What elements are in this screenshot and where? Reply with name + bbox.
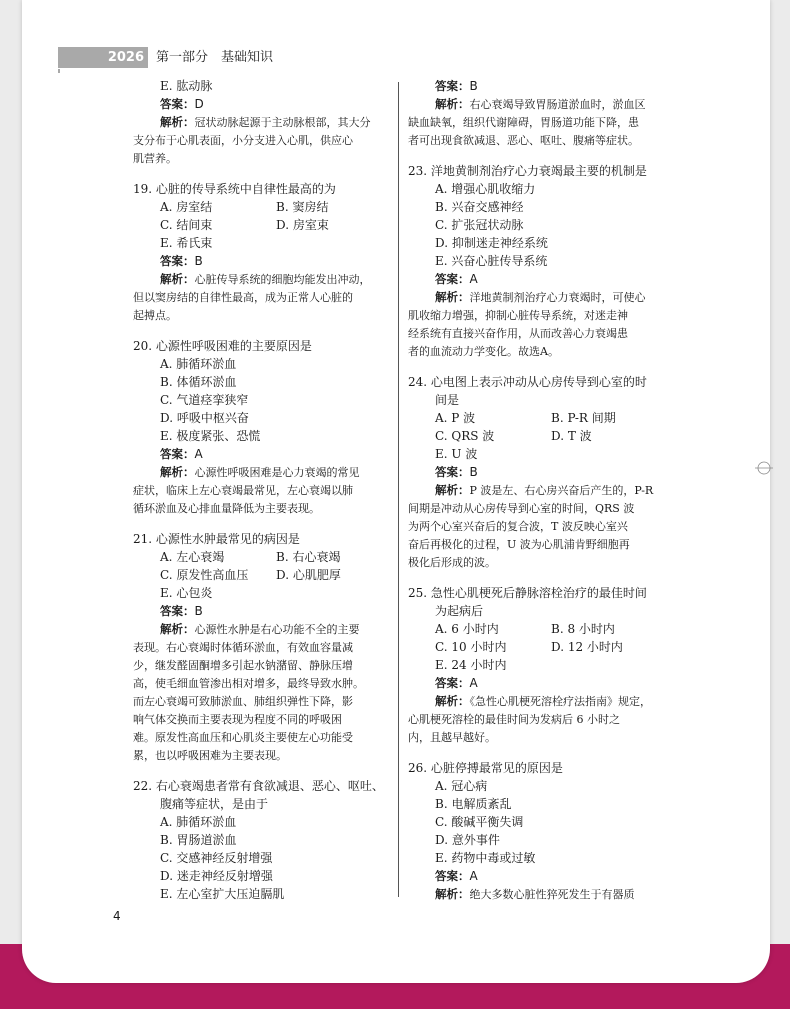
explanation-text: 洋地黄制剂治疗心力衰竭时，可使心 <box>469 291 646 304</box>
explanation-text: 而左心衰竭可致肺淤血、肺组织弹性下降，影 <box>133 695 353 708</box>
explanation-line <box>408 481 668 500</box>
answer-value: B <box>469 465 478 479</box>
answer-value: A <box>469 676 478 690</box>
answer-option: B. 兴奋交感神经 <box>435 200 524 214</box>
question-q25 <box>408 584 668 747</box>
answer-option-row <box>408 620 668 638</box>
explanation-line <box>133 657 365 675</box>
explanation-text: 表现。右心衰竭时体循环淤血，有效血容量减 <box>133 641 353 654</box>
explanation-text: 少，继发醛固酮增多引起水钠潴留、静脉压增 <box>133 659 353 672</box>
question-gap <box>408 572 668 584</box>
explanation-text: 心源性呼吸困难是心力衰竭的常见 <box>194 466 360 479</box>
answer-option: A. P 波 <box>435 411 476 425</box>
answer-option-row <box>408 427 668 445</box>
explanation-line <box>133 150 365 168</box>
question-q21 <box>133 530 365 765</box>
answer-option: C. 交感神经反射增强 <box>160 851 273 865</box>
answer-option: D. 12 小时内 <box>551 640 623 654</box>
answer-option: D. 迷走神经反射增强 <box>160 869 273 883</box>
explanation-label: 解析： <box>160 622 195 636</box>
question-stem: 为起病后 <box>435 604 484 618</box>
explanation-line <box>408 729 668 747</box>
question-gap <box>133 518 365 530</box>
explanation-line <box>408 307 668 325</box>
answer-line <box>133 95 365 113</box>
answer-option: C. 酸碱平衡失调 <box>435 815 524 829</box>
explanation-text: 心脏传导系统的细胞均能发出冲动， <box>194 273 371 286</box>
answer-label: 答案： <box>435 465 470 479</box>
answer-option: C. 10 小时内 <box>435 640 507 654</box>
year-tab: 2026 <box>58 47 148 68</box>
explanation-text: P 波是左、右心房兴奋后产生的，P-R <box>469 484 654 497</box>
explanation-label: 解析： <box>435 694 470 708</box>
explanation-text: 内，且越早越好。 <box>408 731 496 744</box>
answer-option: A. 左心衰竭 <box>160 550 225 564</box>
answer-line <box>133 445 365 463</box>
answer-option: D. 心肌肥厚 <box>276 568 341 582</box>
right-column <box>408 77 668 904</box>
answer-option: B. 体循环淤血 <box>160 375 237 389</box>
question-gap <box>133 765 365 777</box>
explanation-text: 冠状动脉起源于主动脉根部，其大分 <box>194 116 371 129</box>
answer-line <box>133 602 365 620</box>
answer-option: B. 电解质紊乱 <box>435 797 512 811</box>
explanation-text: 起搏点。 <box>133 309 177 322</box>
question-stem: 19. 心脏的传导系统中自律性最高的为 <box>133 182 336 196</box>
answer-option: C. 气道痉挛狭窄 <box>160 393 249 407</box>
answer-label: 答案： <box>160 254 195 268</box>
answer-value: A <box>469 869 478 883</box>
section-title: 第一部分 基础知识 <box>156 50 274 65</box>
answer-value: A <box>194 447 203 461</box>
answer-option: B. 胃肠道淤血 <box>160 833 237 847</box>
answer-value: B <box>194 604 203 618</box>
explanation-label: 解析： <box>435 483 470 497</box>
answer-value: A <box>469 272 478 286</box>
explanation-label: 解析： <box>435 97 470 111</box>
explanation-line <box>133 132 365 150</box>
answer-option: B. 8 小时内 <box>551 622 615 636</box>
explanation-line <box>133 711 365 729</box>
page-number: 4 <box>113 909 121 923</box>
explanation-text: 响气体交换而主要表现为程度不同的呼吸困 <box>133 713 342 726</box>
explanation-line <box>133 482 365 500</box>
answer-option: B. P-R 间期 <box>551 411 616 425</box>
explanation-line <box>133 463 365 482</box>
year-tab-tick <box>58 69 60 73</box>
answer-option-row <box>133 216 365 234</box>
explanation-text: 极化后形成的波。 <box>408 556 496 569</box>
answer-option-row <box>133 198 365 216</box>
question-gap <box>133 325 365 337</box>
explanation-label: 解析： <box>435 887 470 901</box>
answer-option: E. 兴奋心脏传导系统 <box>435 254 548 268</box>
explanation-line <box>133 500 365 518</box>
answer-option: D. T 波 <box>551 429 592 443</box>
question-stem: 间是 <box>435 393 460 407</box>
question-pre <box>408 77 668 150</box>
explanation-text: 肌收缩力增强，抑制心脏传导系统，对迷走神 <box>408 309 628 322</box>
answer-option: D. 呼吸中枢兴奋 <box>160 411 249 425</box>
answer-option-row <box>408 638 668 656</box>
question-stem: 22. 右心衰竭患者常有食欲减退、恶心、呕吐、 <box>133 779 384 793</box>
answer-option: D. 意外事件 <box>435 833 500 847</box>
explanation-text: 绝大多数心脏性猝死发生于有器质 <box>469 888 635 901</box>
explanation-line <box>408 95 668 114</box>
question-q19 <box>133 180 371 325</box>
explanation-line <box>408 500 668 518</box>
question-pre <box>133 77 371 168</box>
answer-label: 答案： <box>160 604 195 618</box>
answer-option: E. 药物中毒或过敏 <box>435 851 536 865</box>
explanation-text: 者的血流动力学变化。故选A。 <box>408 345 559 358</box>
explanation-text: 者可出现食欲减退、恶心、呕吐、腹痛等症状。 <box>408 134 639 147</box>
answer-label: 答案： <box>160 447 195 461</box>
question-q23 <box>408 162 668 361</box>
explanation-line <box>408 325 668 343</box>
column-divider <box>398 82 399 897</box>
explanation-text: 高，使毛细血管渗出相对增多，最终导致水肿。 <box>133 677 364 690</box>
explanation-line <box>408 518 668 536</box>
explanation-line <box>408 885 668 904</box>
answer-option: A. 6 小时内 <box>435 622 499 636</box>
explanation-text: 但以窦房结的自律性最高，成为正常人心脏的 <box>133 291 353 304</box>
answer-label: 答案： <box>435 676 470 690</box>
explanation-text: 累，也以呼吸困难为主要表现。 <box>133 749 287 762</box>
answer-option: C. 结间束 <box>160 218 213 232</box>
answer-option: E. 希氏束 <box>160 236 213 250</box>
answer-option: D. 抑制迷走神经系统 <box>435 236 548 250</box>
explanation-text: 间期是冲动从心房传导到心室的时间，QRS 波 <box>408 502 635 515</box>
explanation-line <box>408 692 668 711</box>
question-gap <box>408 747 668 759</box>
explanation-label: 解析： <box>160 465 195 479</box>
explanation-line <box>408 343 668 361</box>
explanation-line <box>133 747 365 765</box>
explanation-line <box>408 114 668 132</box>
question-stem: 腹痛等症状，是由于 <box>160 797 269 811</box>
left-column <box>133 77 384 903</box>
answer-option: E. 肱动脉 <box>160 79 213 93</box>
answer-option: B. 右心衰竭 <box>276 550 341 564</box>
explanation-line <box>408 536 668 554</box>
answer-value: B <box>194 254 203 268</box>
answer-option: B. 窦房结 <box>276 200 329 214</box>
answer-option: E. 24 小时内 <box>435 658 507 672</box>
answer-value: D <box>194 97 204 111</box>
explanation-line <box>133 639 365 657</box>
answer-line <box>408 463 668 481</box>
explanation-line <box>133 270 371 289</box>
question-stem: 25. 急性心肌梗死后静脉溶栓治疗的最佳时间 <box>408 586 647 600</box>
explanation-line <box>408 554 668 572</box>
question-gap <box>408 150 668 162</box>
explanation-line <box>408 711 668 729</box>
answer-line <box>408 77 668 95</box>
answer-option-row <box>133 566 365 584</box>
explanation-line <box>133 729 365 747</box>
explanation-text: 为两个心室兴奋后的复合波，T 波反映心室兴 <box>408 520 628 533</box>
answer-line <box>408 270 668 288</box>
answer-line <box>408 674 668 692</box>
answer-option: C. QRS 波 <box>435 429 495 443</box>
answer-option-row <box>133 548 365 566</box>
explanation-text: 右心衰竭导致胃肠道淤血时，淤血区 <box>469 98 646 111</box>
explanation-line <box>133 307 365 325</box>
explanation-text: 经系统有直接兴奋作用，从而改善心力衰竭患 <box>408 327 628 340</box>
explanation-text: 循环淤血及心排血量降低为主要表现。 <box>133 502 320 515</box>
answer-option: E. U 波 <box>435 447 478 461</box>
explanation-text: 缺血缺氧，组织代谢障碍，胃肠道功能下降，患 <box>408 116 639 129</box>
explanation-text: 支分布于心肌表面，小分支进入心肌，供应心 <box>133 134 353 147</box>
answer-label: 答案： <box>435 869 470 883</box>
explanation-label: 解析： <box>435 290 470 304</box>
explanation-text: 症状，临床上左心衰竭最常见，左心衰竭以肺 <box>133 484 353 497</box>
answer-label: 答案： <box>435 79 470 93</box>
explanation-text: 《急性心肌梗死溶栓疗法指南》规定， <box>469 695 651 708</box>
explanation-line <box>133 675 365 693</box>
question-q26 <box>408 759 668 904</box>
question-q24 <box>408 373 668 572</box>
question-stem: 23. 洋地黄制剂治疗心力衰竭最主要的机制是 <box>408 164 647 178</box>
page-header <box>58 47 748 68</box>
question-stem: 20. 心源性呼吸困难的主要原因是 <box>133 339 312 353</box>
registration-mark-icon <box>755 459 773 477</box>
answer-option: A. 肺循环淤血 <box>160 357 237 371</box>
question-q22 <box>133 777 384 903</box>
answer-line <box>408 867 668 885</box>
explanation-line <box>133 620 365 639</box>
answer-option: C. 扩张冠状动脉 <box>435 218 524 232</box>
explanation-line <box>408 288 668 307</box>
explanation-line <box>133 693 365 711</box>
answer-option: E. 左心室扩大压迫膈肌 <box>160 887 285 901</box>
answer-option: A. 冠心病 <box>435 779 488 793</box>
explanation-label: 解析： <box>160 115 195 129</box>
question-gap <box>408 361 668 373</box>
explanation-text: 心源性水肿是右心功能不全的主要 <box>194 623 360 636</box>
question-stem: 24. 心电图上表示冲动从心房传导到心室的时 <box>408 375 647 389</box>
answer-value: B <box>469 79 478 93</box>
answer-option: A. 肺循环淤血 <box>160 815 237 829</box>
answer-line <box>133 252 365 270</box>
explanation-text: 奋后再极化的过程，U 波为心肌浦肯野细胞再 <box>408 538 630 551</box>
answer-label: 答案： <box>160 97 195 111</box>
question-gap <box>133 168 365 180</box>
answer-option: E. 极度紧张、恐慌 <box>160 429 261 443</box>
explanation-line <box>133 289 365 307</box>
explanation-line <box>408 132 668 150</box>
question-stem: 21. 心源性水肿最常见的病因是 <box>133 532 300 546</box>
explanation-line <box>133 113 371 132</box>
explanation-text: 肌营养。 <box>133 152 177 165</box>
question-stem: 26. 心脏停搏最常见的原因是 <box>408 761 563 775</box>
answer-option: A. 房室结 <box>160 200 213 214</box>
question-q20 <box>133 337 365 518</box>
explanation-label: 解析： <box>160 272 195 286</box>
answer-option-row <box>408 409 668 427</box>
explanation-text: 难。原发性高血压和心肌炎主要使左心功能受 <box>133 731 353 744</box>
answer-option: C. 原发性高血压 <box>160 568 249 582</box>
answer-option: D. 房室束 <box>276 218 329 232</box>
answer-option: E. 心包炎 <box>160 586 213 600</box>
answer-label: 答案： <box>435 272 470 286</box>
explanation-text: 心肌梗死溶栓的最佳时间为发病后 6 小时之 <box>408 713 620 726</box>
answer-option: A. 增强心肌收缩力 <box>435 182 536 196</box>
